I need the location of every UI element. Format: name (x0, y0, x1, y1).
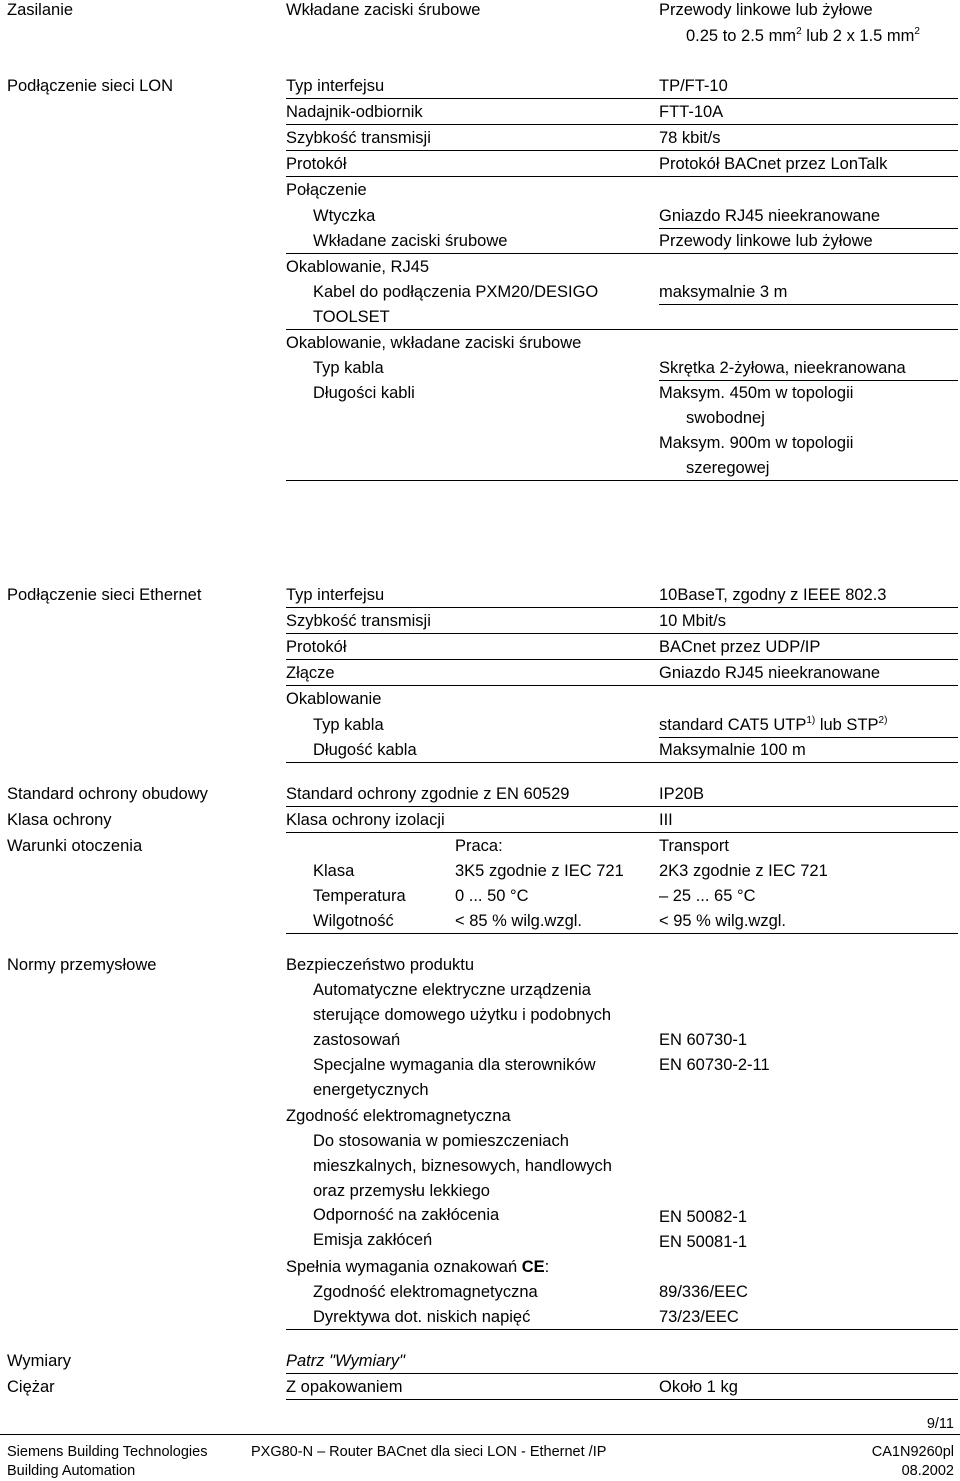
weight-label: Ciężar (7, 1378, 55, 1396)
footer-company-2: Building Automation (7, 1463, 136, 1479)
weight-desc: Z opakowaniem (286, 1378, 403, 1396)
eth-interface-type-label: Typ interfejsu (286, 586, 385, 604)
env-temp-transport: – 25 ... 65 °C (659, 887, 756, 905)
divider (286, 659, 958, 660)
lon-transceiver-value: FTT-10A (659, 103, 724, 121)
lon-screw-label: Wkładane zaciski śrubowe (313, 232, 508, 250)
lon-cabling-screw-label: Okablowanie, wkładane zaciski śrubowe (286, 334, 582, 352)
lon-plug-value: Gniazdo RJ45 nieekranowane (659, 207, 881, 225)
eth-cable-length-value: Maksymalnie 100 m (659, 741, 806, 759)
enclosure-label: Standard ochrony obudowy (7, 785, 208, 803)
weight-value: Około 1 kg (659, 1378, 738, 1396)
lon-cable-length-v2b: szeregowej (686, 459, 770, 477)
protection-class-label: Klasa ochrony (7, 811, 112, 829)
norms-auto-value: EN 60730-1 (659, 1031, 748, 1049)
eth-connector-label: Złącze (286, 664, 335, 682)
env-class-transport: 2K3 zgodnie z IEC 721 (659, 862, 828, 880)
env-temp-label: Temperatura (313, 887, 406, 905)
norms-label: Normy przemysłowe (7, 956, 157, 974)
env-temp-work: 0 ... 50 °C (455, 887, 529, 905)
divider (286, 124, 958, 125)
lon-protocol-value: Protokół BACnet przez LonTalk (659, 155, 888, 173)
divider (286, 1399, 958, 1400)
footer-title: PXG80-N – Router BACnet dla sieci LON - Ethernet /IP (251, 1444, 607, 1460)
lon-cable-length-v2a: Maksym. 900m w topologii (659, 434, 854, 452)
divider (286, 633, 958, 634)
lon-connection-label: Połączenie (286, 181, 367, 199)
footer-date: 08.2002 (901, 1463, 954, 1479)
footer-divider (0, 1434, 960, 1435)
power-terminals: Wkładane zaciski śrubowe (286, 1, 481, 19)
lon-cabling-rj45-label: Okablowanie, RJ45 (286, 258, 430, 276)
norms-safety: Bezpieczeństwo produktu (286, 956, 475, 974)
norms-emission: Emisja zakłóceń (313, 1231, 433, 1249)
divider (286, 253, 958, 254)
norms-auto-1: Automatyczne elektryczne urządzenia (313, 981, 591, 999)
divider (659, 228, 958, 229)
lon-label: Podłączenie sieci LON (7, 77, 173, 95)
eth-cable-type-label: Typ kabla (313, 716, 384, 734)
power-wires-line1: Przewody linkowe lub żyłowe (659, 1, 873, 19)
norms-auto-3: zastosowań (313, 1031, 401, 1049)
lon-protocol-label: Protokół (286, 155, 347, 173)
divider (286, 329, 958, 330)
footer-company-1: Siemens Building Technologies (7, 1444, 208, 1460)
eth-baud-label: Szybkość transmisji (286, 612, 431, 630)
eth-connector-value: Gniazdo RJ45 nieekranowane (659, 664, 881, 682)
eth-cable-type-value: standard CAT5 UTP$^{1)}$ lub STP$^{2)}$ (659, 715, 888, 734)
power-label: Zasilanie (7, 1, 74, 19)
divider (286, 98, 958, 99)
lon-transceiver-label: Nadajnik-odbiornik (286, 103, 423, 121)
lon-cable-pxm20: Kabel do podłączenia PXM20/DESIGO (313, 283, 599, 301)
divider (286, 762, 958, 763)
norms-immunity-value: EN 50082-1 (659, 1208, 748, 1226)
divider (286, 1329, 958, 1330)
lon-plug-label: Wtyczka (313, 207, 376, 225)
norms-use-1: Do stosowania w pomieszczeniach (313, 1132, 569, 1150)
lon-screw-value: Przewody linkowe lub żyłowe (659, 232, 873, 250)
eth-interface-type-value: 10BaseT, zgodny z IEEE 802.3 (659, 586, 887, 604)
env-class-work: 3K5 zgodnie z IEC 721 (455, 862, 624, 880)
norms-special-value: EN 60730-2-11 (659, 1056, 770, 1074)
env-humidity-work: < 85 % wilg.wzgl. (455, 912, 583, 930)
norms-emission-value: EN 50081-1 (659, 1233, 748, 1251)
divider (286, 607, 958, 608)
norms-use-3: oraz przemysłu lekkiego (313, 1182, 490, 1200)
norms-auto-2: sterujące domowego użytku i podobnych (313, 1006, 612, 1024)
divider (286, 806, 958, 807)
lon-cable-toolset: TOOLSET (313, 308, 390, 326)
env-col-work: Praca: (455, 837, 503, 855)
ethernet-label: Podłączenie sieci Ethernet (7, 586, 202, 604)
environment-label: Warunki otoczenia (7, 837, 143, 855)
divider (659, 737, 958, 738)
norms-special-1: Specjalne wymagania dla sterowników (313, 1056, 596, 1074)
protection-class-value: III (659, 811, 673, 829)
lon-cable-length-v1a: Maksym. 450m w topologii (659, 384, 854, 402)
eth-protocol-label: Protokół (286, 638, 347, 656)
norms-special-2: energetycznych (313, 1081, 429, 1099)
eth-cabling-label: Okablowanie (286, 690, 382, 708)
eth-baud-value: 10 Mbit/s (659, 612, 726, 630)
dimensions-value: Patrz "Wymiary" (286, 1352, 405, 1370)
divider (659, 304, 958, 305)
env-humidity-label: Wilgotność (313, 912, 394, 930)
norms-use-2: mieszkalnych, biznesowych, handlowych (313, 1157, 612, 1175)
divider (659, 380, 958, 381)
divider (286, 176, 958, 177)
divider (286, 832, 958, 833)
lon-cable-type-label: Typ kabla (313, 359, 384, 377)
env-class-label: Klasa (313, 862, 355, 880)
lon-cable-type-value: Skrętka 2-żyłowa, nieekranowana (659, 359, 906, 377)
lon-interface-type-value: TP/FT-10 (659, 77, 728, 95)
power-wires-line2: 0.25 to 2.5 $mm^2$ lub 2 x 1.5 $mm^2$ (686, 26, 920, 45)
lon-baud-label: Szybkość transmisji (286, 129, 431, 147)
norms-emc2: Zgodność elektromagnetyczna (313, 1283, 538, 1301)
eth-protocol-value: BACnet przez UDP/IP (659, 638, 821, 656)
lon-cable-rj45-value: maksymalnie 3 m (659, 283, 788, 301)
protection-class-standard: Klasa ochrony izolacji (286, 811, 445, 829)
footer-doc-id: CA1N9260pl (871, 1444, 954, 1460)
divider (286, 150, 958, 151)
dimensions-label: Wymiary (7, 1352, 72, 1370)
page-number: 9/11 (926, 1416, 954, 1432)
norms-emc2-value: 89/336/EEC (659, 1283, 748, 1301)
norms-ce: Spełnia wymagania oznakowań CE: (286, 1258, 550, 1276)
lon-interface-type-label: Typ interfejsu (286, 77, 385, 95)
lon-baud-value: 78 kbit/s (659, 129, 721, 147)
divider (286, 480, 958, 481)
enclosure-value: IP20B (659, 785, 704, 803)
norms-emc: Zgodność elektromagnetyczna (286, 1107, 511, 1125)
eth-cable-length-label: Długość kabla (313, 741, 417, 759)
norms-lvd: Dyrektywa dot. niskich napięć (313, 1308, 531, 1326)
divider (286, 685, 958, 686)
norms-immunity: Odporność na zakłócenia (313, 1206, 500, 1224)
norms-lvd-value: 73/23/EEC (659, 1308, 739, 1326)
divider (286, 1373, 958, 1374)
lon-cable-length-v1b: swobodnej (686, 409, 765, 427)
env-col-transport: Transport (659, 837, 729, 855)
env-humidity-transport: < 95 % wilg.wzgl. (659, 912, 787, 930)
lon-cable-lengths-label: Długości kabli (313, 384, 415, 402)
enclosure-standard: Standard ochrony zgodnie z EN 60529 (286, 785, 570, 803)
divider (286, 933, 958, 934)
